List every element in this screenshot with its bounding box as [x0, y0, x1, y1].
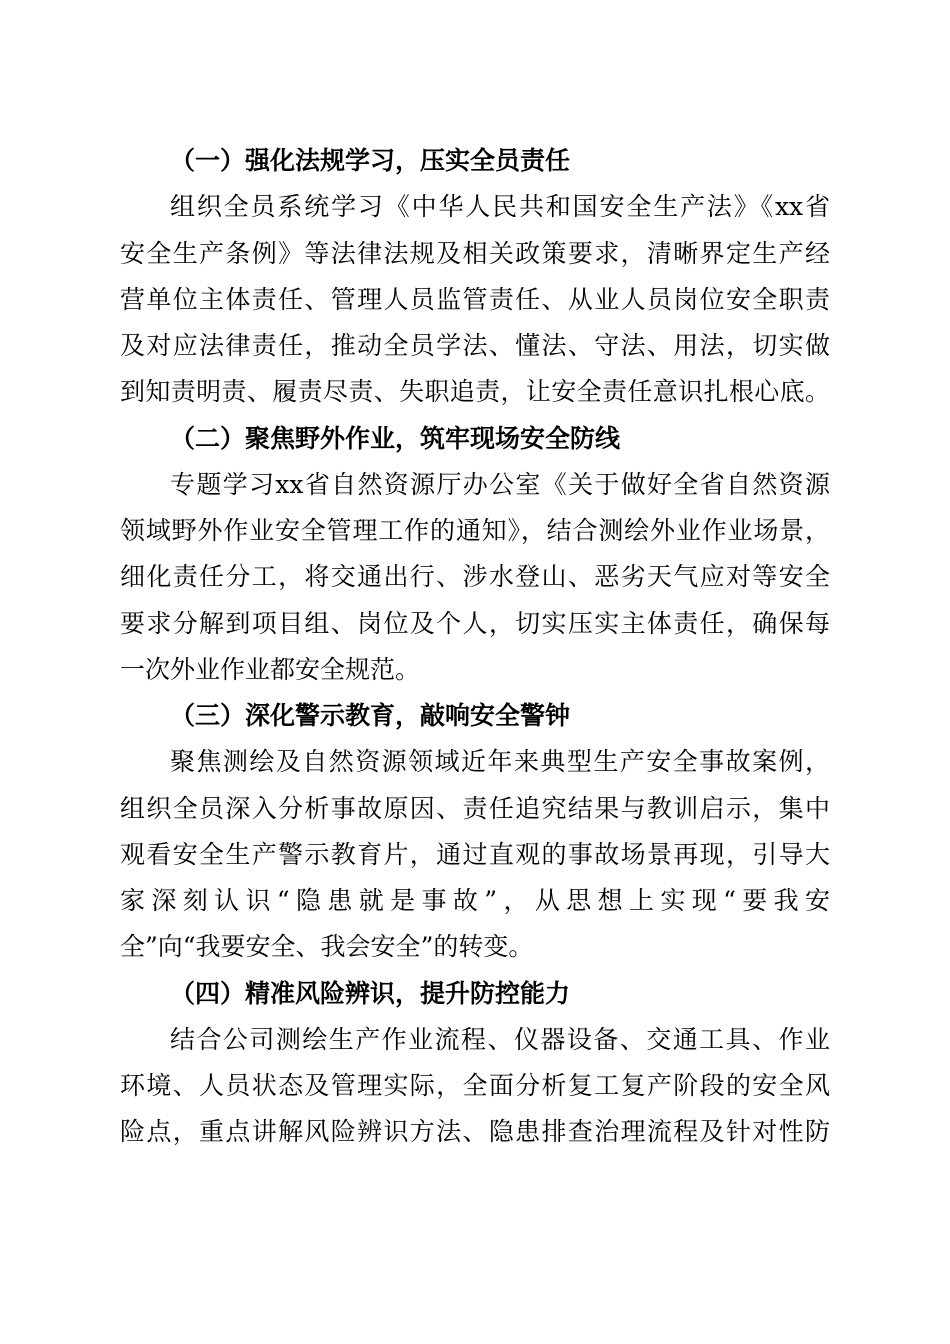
paragraph-line: 险点，重点讲解风险辨识方法、隐患排查治理流程及针对性防: [120, 1117, 830, 1147]
section-heading: （三）深化警示教育，敲响安全警钟: [170, 701, 571, 730]
paragraph-line: 安全生产条例》等法律法规及相关政策要求，清晰界定生产经: [120, 238, 830, 268]
paragraph-line: 领域野外作业安全管理工作的通知》，结合测绘外业作业场景，: [120, 516, 830, 545]
paragraph-line: 家深刻认识“隐患就是事故”，从思想上实现“要我安: [120, 886, 830, 915]
section-heading: （二）聚焦野外作业，筑牢现场安全防线: [170, 423, 621, 453]
section-heading: （四）精准风险辨识，提升防控能力: [170, 978, 571, 1008]
paragraph-line: 组织全员系统学习《中华人民共和国安全生产法》《xx省: [170, 192, 830, 222]
paragraph-line: 要求分解到项目组、岗位及个人，切实压实主体责任，确保每: [120, 608, 830, 638]
paragraph-line: 结合公司测绘生产作业流程、仪器设备、交通工具、作业: [170, 1024, 830, 1054]
paragraph-line: 组织全员深入分析事故原因、责任追究结果与教训启示，集中: [120, 793, 830, 823]
document-page: [120, 138, 830, 1156]
paragraph-line: 到知责明责、履责尽责、失职追责，让安全责任意识扎根心底。: [120, 377, 830, 407]
section-heading: （一）强化法规学习，压实全员责任: [170, 146, 571, 175]
paragraph-line: 环境、人员状态及管理实际，全面分析复工复产阶段的安全风: [120, 1071, 830, 1100]
paragraph-line: 及对应法律责任，推动全员学法、懂法、守法、用法，切实做: [120, 331, 830, 360]
paragraph-line: 一次外业作业都安全规范。: [120, 654, 421, 684]
paragraph-line: 聚焦测绘及自然资源领域近年来典型生产安全事故案例，: [170, 747, 830, 777]
paragraph-line: 细化责任分工，将交通出行、涉水登山、恶劣天气应对等安全: [120, 562, 830, 592]
paragraph-line: 全”向“我要安全、我会安全”的转变。: [120, 932, 534, 962]
paragraph-line: 观看安全生产警示教育片，通过直观的事故场景再现，引导大: [120, 839, 830, 869]
paragraph-line: 营单位主体责任、管理人员监管责任、从业人员岗位安全职责: [120, 284, 830, 314]
paragraph-line: 专题学习xx省自然资源厅办公室《关于做好全省自然资源: [170, 469, 830, 499]
